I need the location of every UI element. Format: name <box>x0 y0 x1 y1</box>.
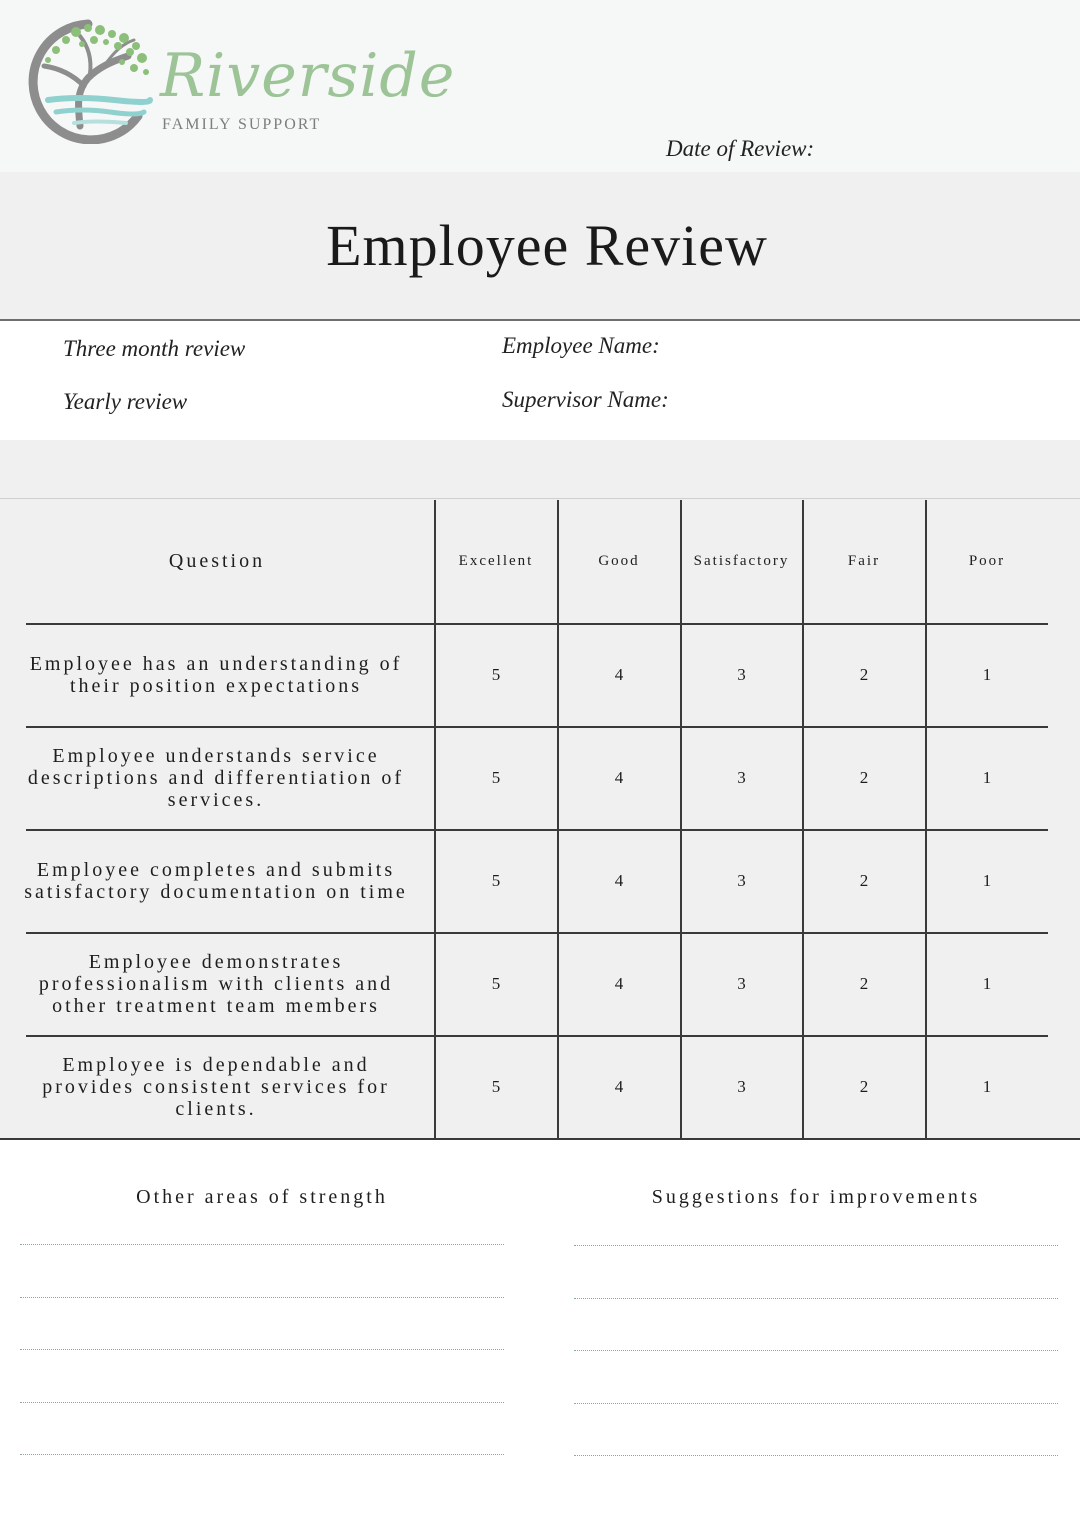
score-option[interactable]: 5 <box>491 665 501 684</box>
score-option[interactable]: 4 <box>614 665 624 684</box>
rating-header-excellent: Excellent <box>458 553 534 569</box>
tree-logo-icon <box>18 16 158 144</box>
employee-name-label: Employee Name: <box>502 333 660 358</box>
question-1: Employee has an understanding of their position expectations <box>29 653 403 697</box>
rating-header-satisfactory: Satisfactory <box>693 553 790 569</box>
score-option[interactable]: 4 <box>614 1077 624 1096</box>
strengths-writing-line[interactable] <box>20 1297 504 1298</box>
strengths-section-title: Other areas of strength <box>136 1186 388 1208</box>
score-option[interactable]: 4 <box>614 871 624 890</box>
strengths-writing-line[interactable] <box>20 1454 504 1455</box>
score-option[interactable]: 2 <box>859 871 869 890</box>
table-top-line <box>0 498 1080 499</box>
table-bottom-line <box>0 1138 1080 1140</box>
question-2: Employee understands service descriptions and differentiation of services. <box>27 745 405 811</box>
improvements-writing-line[interactable] <box>574 1403 1058 1404</box>
rating-header-good: Good <box>598 553 640 569</box>
question-5: Employee is dependable and provides consistent services for clients. <box>42 1054 390 1120</box>
rating-header-fair: Fair <box>847 553 881 569</box>
improvements-writing-line[interactable] <box>574 1298 1058 1299</box>
improvements-writing-line[interactable] <box>574 1455 1058 1456</box>
title-divider <box>0 319 1080 321</box>
question-4: Employee demonstrates professionalism with clients and other treatment team members <box>38 951 394 1017</box>
score-option[interactable]: 2 <box>859 665 869 684</box>
date-of-review-label: Date of Review: <box>666 136 815 161</box>
rating-header-poor: Poor <box>968 553 1006 569</box>
score-option[interactable]: 5 <box>491 768 501 787</box>
brand-logo <box>18 16 456 144</box>
score-option[interactable]: 2 <box>859 768 869 787</box>
score-option[interactable]: 1 <box>982 974 992 993</box>
score-option[interactable]: 3 <box>737 871 746 890</box>
score-option[interactable]: 3 <box>737 974 746 993</box>
brand-subtitle: FAMILY SUPPORT <box>162 116 322 133</box>
score-option[interactable]: 4 <box>614 768 624 787</box>
score-option[interactable]: 5 <box>491 974 501 993</box>
score-option[interactable]: 5 <box>491 1077 501 1096</box>
brand-name: Riverside <box>160 41 456 111</box>
score-option[interactable]: 1 <box>982 871 992 890</box>
score-option[interactable]: 1 <box>982 768 992 787</box>
score-option[interactable]: 3 <box>737 665 746 684</box>
question-3: Employee completes and submits satisfactory documentation on time <box>24 859 408 903</box>
strengths-writing-line[interactable] <box>20 1402 504 1403</box>
three-month-review-option[interactable]: Three month review <box>63 336 246 361</box>
improvements-writing-line[interactable] <box>574 1350 1058 1351</box>
score-option[interactable]: 3 <box>737 1077 746 1096</box>
supervisor-name-label: Supervisor Name: <box>502 387 669 412</box>
score-option[interactable]: 2 <box>859 1077 869 1096</box>
page-title: Employee Review <box>326 213 768 278</box>
improvements-writing-line[interactable] <box>574 1245 1058 1246</box>
score-option[interactable]: 1 <box>982 665 992 684</box>
improvements-section-title: Suggestions for improvements <box>651 1186 981 1208</box>
question-column-header: Question <box>168 550 266 572</box>
score-option[interactable]: 4 <box>614 974 624 993</box>
score-option[interactable]: 5 <box>491 871 501 890</box>
yearly-review-option[interactable]: Yearly review <box>63 389 188 414</box>
score-option[interactable]: 1 <box>982 1077 992 1096</box>
score-option[interactable]: 3 <box>737 768 746 787</box>
strengths-writing-line[interactable] <box>20 1349 504 1350</box>
score-option[interactable]: 2 <box>859 974 869 993</box>
strengths-writing-line[interactable] <box>20 1244 504 1245</box>
